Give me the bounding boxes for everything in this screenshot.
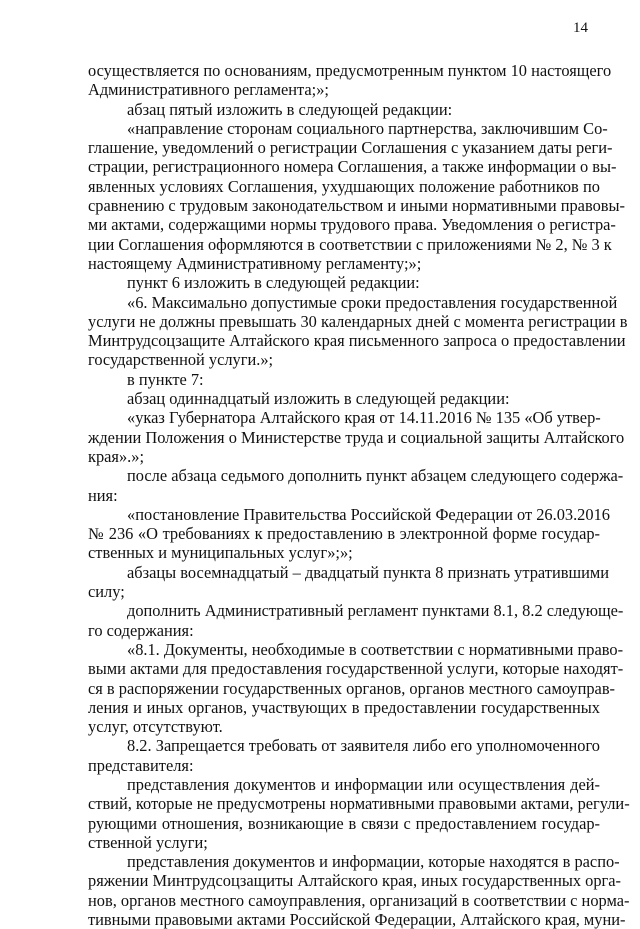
text-line: дополнить Административный регламент пунктами 8.1, 8.2 следующе-: [127, 601, 624, 621]
text-line: № 236 «О требованиях к предоставлению в электронной форме государ-: [88, 524, 600, 544]
text-line: ся в распоряжении государственных органов, органов местного самоуправ-: [88, 678, 616, 698]
text-line: осуществляется по основаниям, предусмотренным пунктом 10 настоящего: [88, 61, 612, 80]
text-line: абзац одиннадцатый изложить в следующей редакции:: [127, 389, 510, 409]
text-line: ственной услуги;: [88, 832, 208, 852]
text-line: ряжении Минтрудсоцзащиты Алтайского края, иных государственных орга-: [88, 871, 621, 891]
text-line: абзацы восемнадцатый – двадцатый пункта 8 признать утратившими: [127, 562, 609, 582]
text-line: ственных и муниципальных услуг»;»;: [88, 543, 353, 563]
text-line: услуг, отсутствуют.: [88, 717, 223, 737]
text-line: государственной услуги.»;: [88, 350, 274, 370]
text-line: ления и иных органов, участвующих в предоставлении государственных: [88, 697, 600, 717]
text-line: настоящему Административному регламенту;»;: [88, 253, 422, 273]
text-line: абзац пятый изложить в следующей редакции:: [127, 99, 453, 119]
text-line: выми актами для предоставления государственной услуги, которые находят-: [88, 659, 624, 679]
text-line: 8.2. Запрещается требовать от заявителя либо его уполномоченного: [127, 736, 600, 756]
text-line: в пункте 7:: [127, 369, 204, 389]
text-line: ния:: [88, 485, 118, 505]
text-line: глашение, уведомлений о регистрации Соглашения с указанием даты реги-: [88, 138, 613, 158]
text-line: представления документов и информации, которые находятся в распо-: [127, 852, 620, 872]
text-line: ции Соглашения оформляются в соответствии с приложениями № 2, № 3 к: [88, 234, 612, 254]
text-line: пункт 6 изложить в следующей редакции:: [127, 273, 420, 293]
text-line: «указ Губернатора Алтайского края от 14.11.2016 № 135 «Об утвер-: [127, 408, 601, 428]
text-line: силу;: [88, 582, 125, 602]
text-line: представления документов и информации или осуществления дей-: [127, 774, 600, 794]
text-line: явленных условиях Соглашения, ухудшающих положение работников по: [88, 176, 600, 196]
text-line: Минтрудсоцзащите Алтайского края письменного запроса о предоставлении: [88, 331, 626, 351]
text-line: нов, органов местного самоуправления, организаций в соответствии с норма-: [88, 890, 630, 910]
text-line: услуги не должны превышать 30 календарных дней с момента регистрации в: [88, 311, 628, 331]
text-line: после абзаца седьмого дополнить пункт абзацем следующего содержа-: [127, 466, 624, 486]
text-line: страции, регистрационного номера Соглашения, а также информации о вы-: [88, 157, 617, 177]
text-line: «8.1. Документы, необходимые в соответствии с нормативными право-: [127, 639, 624, 659]
text-line: ми актами, содержащими нормы трудового права. Уведомления о регистра-: [88, 215, 616, 235]
text-line: ждении Положения о Министерстве труда и социальной защиты Алтайского: [88, 427, 625, 447]
text-line: рующими отношения, возникающие в связи с предоставлением государ-: [88, 813, 600, 833]
text-line: представителя:: [88, 755, 194, 775]
text-line: «направление сторонам социального партнерства, заключившим Со-: [127, 118, 608, 138]
text-line: сравнению с трудовым законодательством и иными нормативными правовы-: [88, 196, 625, 216]
page-number: 14: [573, 20, 588, 36]
text-line: «6. Максимально допустимые сроки предоставления государственной: [127, 292, 618, 312]
text-line: края».»;: [88, 446, 145, 466]
text-line: Административного регламента;»;: [88, 80, 329, 100]
text-line: ствий, которые не предусмотрены нормативными правовыми актами, регули-: [88, 794, 630, 814]
text-line: «постановление Правительства Российской Федерации от 26.03.2016: [127, 504, 610, 524]
text-line: го содержания:: [88, 620, 194, 640]
document-body: [88, 61, 630, 929]
text-line: тивными правовыми актами Российской Федерации, Алтайского края, муни-: [88, 910, 626, 929]
